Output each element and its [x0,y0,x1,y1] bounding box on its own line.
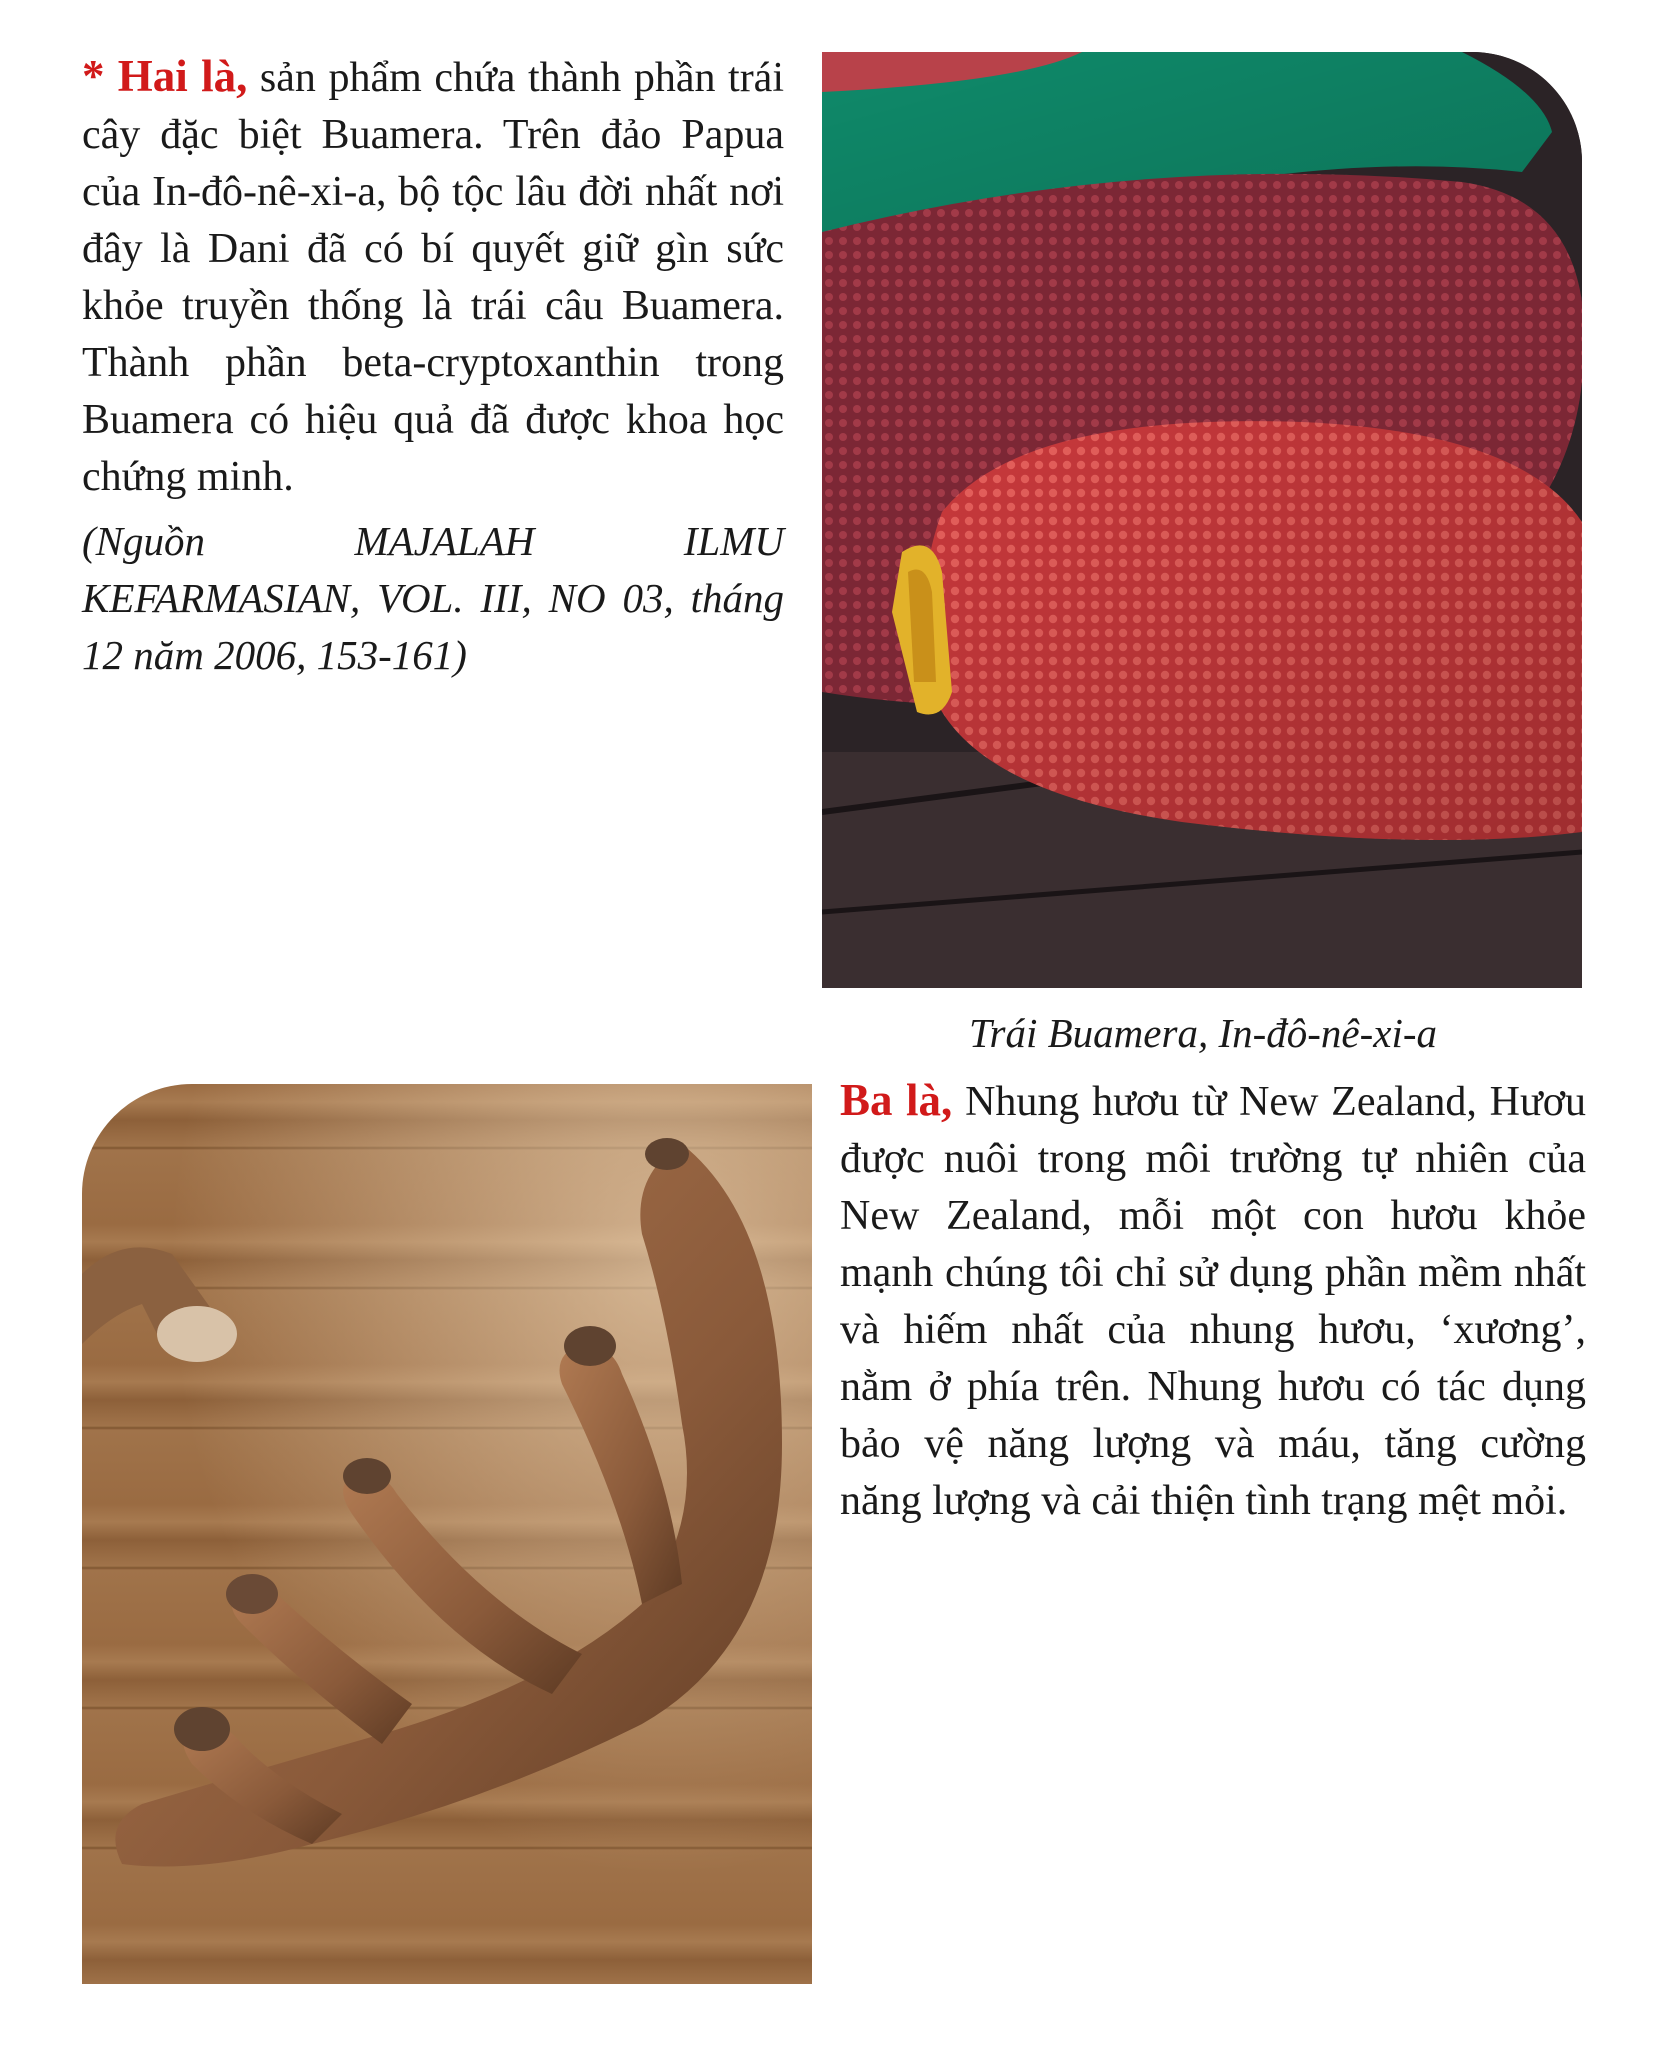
source-citation: (Nguồn MAJALAH ILMU KEFARMASIAN, VOL. III, NO 03, tháng 12 năm 2006, 153-161) [82,518,784,678]
deer-antler-photo [82,1084,812,1984]
section-two-body: sản phẩm chứa thành phần trái cây đặc biệt Buamera. Trên đảo Papua của In-đô-nê-xi-a, bộ tộc lâu đời nhất nơi đây là Dani đã có bí quyết giữ gìn sức khỏe truyền thống là trái câu Buamera. Thành phần beta-cryptoxanthin trong Buamera có hiệu quả đã được khoa học chứng minh. [82,55,784,500]
section-two-paragraph [82,48,784,506]
buamera-fruit-photo [822,52,1582,988]
section-three-paragraph [840,1072,1586,1530]
antler-illustration [82,1084,812,1984]
section-three-body: Nhung hươu từ New Zealand, Hươu được nuôi trong môi trường tự nhiên của New Zealand, mỗi một con hươu khỏe mạnh chúng tôi chỉ sử dụng phần mềm nhất và hiếm nhất của nhung hươu, ‘xương’, nằm ở phía trên. Nhung hươu có tác dụng bảo vệ năng lượng và máu, tăng cường năng lượng và cải thiện tình trạng mệt mỏi. [840,1079,1586,1524]
section-three-lead: Ba là, [840,1075,953,1125]
fruit-caption: Trái Buamera, In-đô-nê-xi-a [969,1010,1437,1056]
fruit-illustration [822,52,1582,988]
section-two-lead: * Hai là, [82,51,248,101]
